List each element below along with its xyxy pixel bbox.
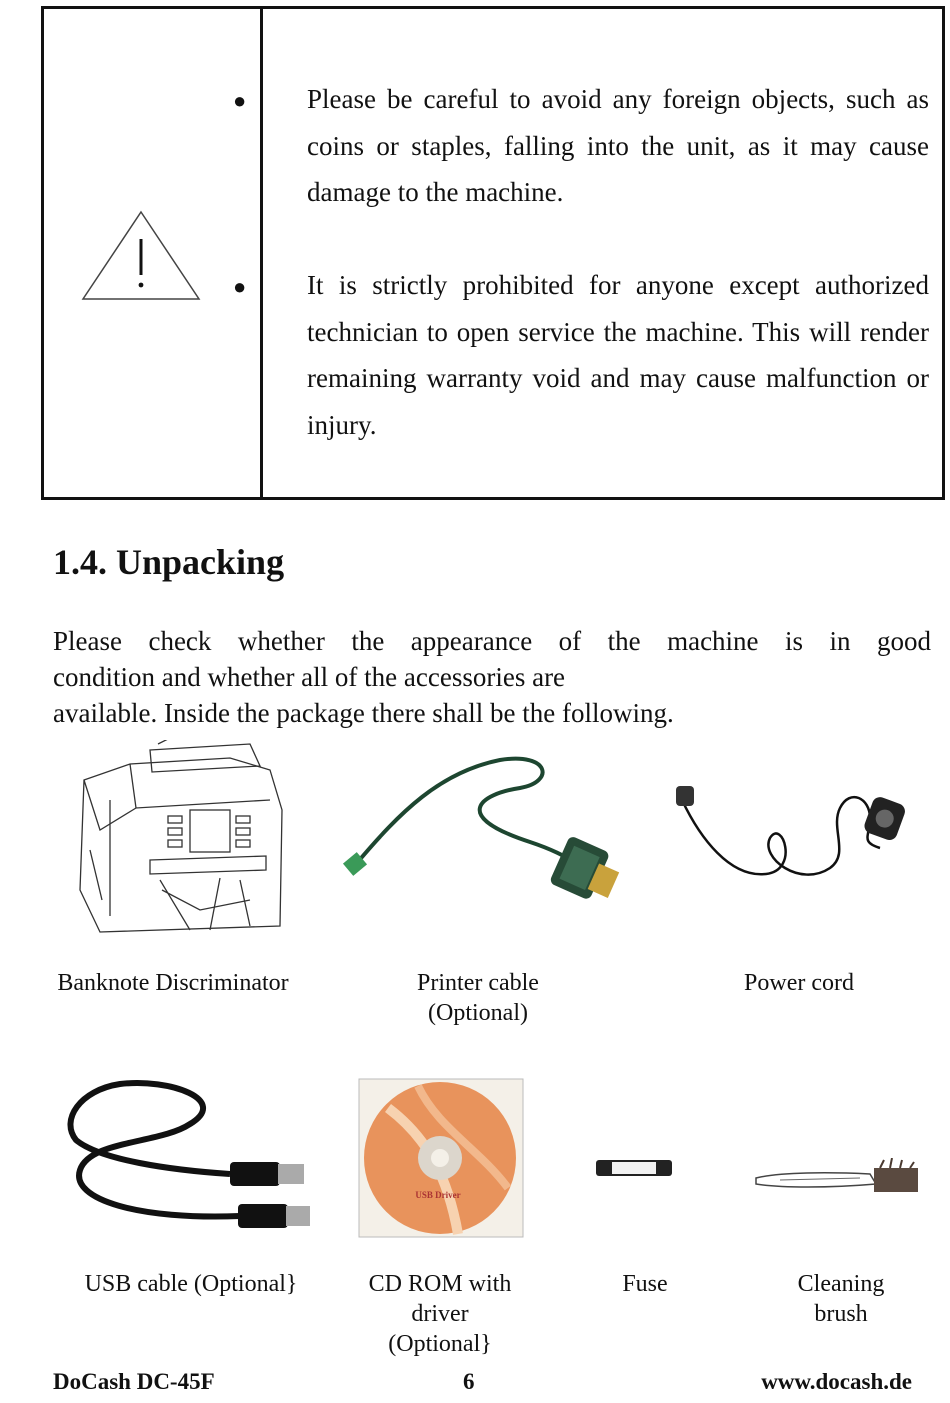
caption-line: Cleaning xyxy=(797,1271,885,1297)
intro-text: available. Inside the package there shall be the following. xyxy=(53,698,674,728)
caption-line: (Optional) xyxy=(428,1000,528,1026)
caption-printer-cable xyxy=(390,968,566,1028)
printer-cable-image xyxy=(340,752,620,902)
cleaning-brush-image xyxy=(750,1158,926,1206)
caption-line: brush xyxy=(814,1301,868,1327)
cd-rom-image xyxy=(358,1078,524,1238)
intro-text: Please check whether the appearance of the machine is in good xyxy=(53,626,931,656)
caption-line: CD ROM with xyxy=(368,1271,512,1297)
fuse-image xyxy=(594,1152,674,1184)
caption-line: driver xyxy=(411,1301,469,1327)
bullet-icon: ● xyxy=(233,88,247,113)
cd-disc-label: USB Driver xyxy=(415,1190,461,1200)
caption-line: Printer cable xyxy=(417,970,539,996)
bullet-icon: ● xyxy=(233,274,247,299)
section-heading: 1.4. Unpacking xyxy=(53,542,285,582)
caption-fuse: Fuse xyxy=(622,1271,668,1297)
page-number: 6 xyxy=(463,1369,475,1394)
caption-line: (Optional} xyxy=(388,1331,492,1357)
power-cord-image xyxy=(670,778,914,896)
footer-website: www.docash.de xyxy=(761,1369,912,1394)
caption-banknote-discriminator: Banknote Discriminator xyxy=(57,970,289,996)
caption-power-cord: Power cord xyxy=(744,970,854,996)
banknote-discriminator-image xyxy=(70,740,302,950)
footer-product-name: DoCash DC-45F xyxy=(53,1369,215,1394)
table-divider xyxy=(260,9,263,497)
caption-usb-cable: USB cable (Optional} xyxy=(84,1271,298,1297)
caption-cd-rom xyxy=(352,1269,528,1359)
usb-cable-image xyxy=(60,1070,310,1240)
caption-cleaning-brush xyxy=(774,1269,908,1329)
intro-text: condition and whether all of the accessories are xyxy=(53,662,566,692)
warning-triangle-icon xyxy=(80,209,202,303)
warning-item: It is strictly prohibited for anyone except authorized technician to open service the machine. This will render remaining warranty void and may cause malfunction or injury. xyxy=(307,270,929,440)
warning-item: Please be careful to avoid any foreign objects, such as coins or staples, falling into the unit, as it may cause damage to the machine. xyxy=(307,84,929,207)
